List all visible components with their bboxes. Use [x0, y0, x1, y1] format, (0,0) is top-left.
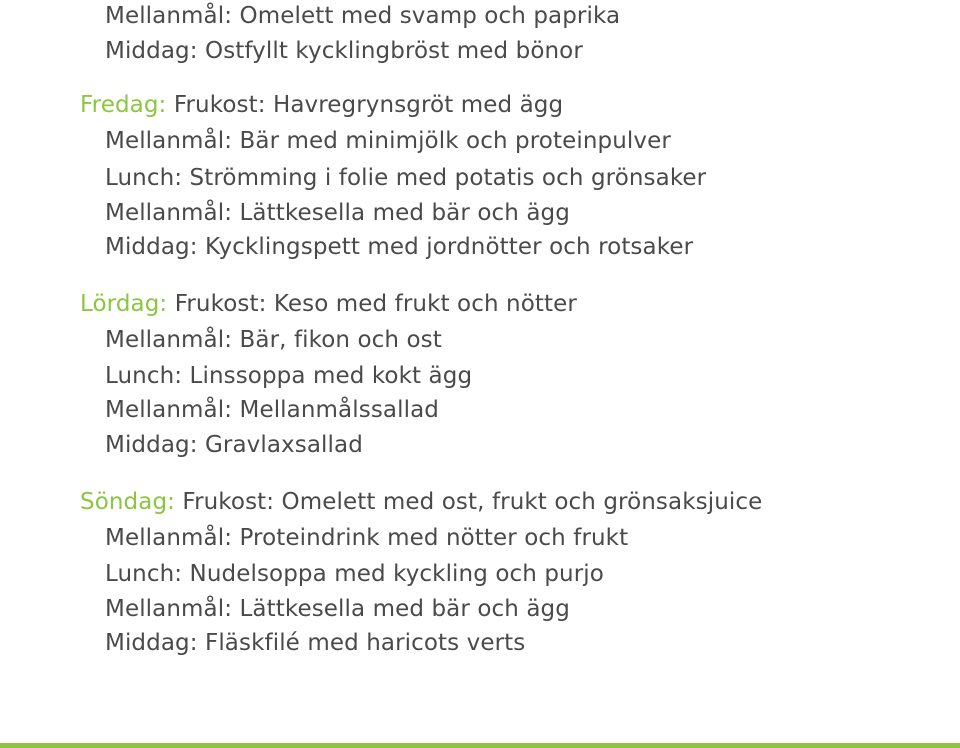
- meal-text: Frukost: Havregrynsgröt med ägg: [173, 92, 564, 118]
- meal-line: [105, 36, 583, 66]
- meal-text: Lunch: Nudelsoppa med kyckling och purjo: [105, 561, 604, 587]
- meal-text: Mellanmål: Bär, fikon och ost: [105, 327, 442, 353]
- meal-text: Middag: Ostfyllt kycklingbröst med bönor: [105, 38, 583, 64]
- meal-text: Mellanmål: Mellanmålssallad: [105, 397, 439, 423]
- meal-text: Middag: Kycklingspett med jordnötter och rotsaker: [105, 234, 694, 260]
- bottom-divider: [0, 743, 960, 748]
- meal-line: [105, 232, 693, 262]
- meal-text: Frukost: Keso med frukt och nötter: [174, 291, 577, 317]
- meal-text: Lunch: Linssoppa med kokt ägg: [105, 363, 473, 389]
- meal-line: [105, 361, 472, 391]
- meal-text: Mellanmål: Proteindrink med nötter och frukt: [105, 525, 629, 551]
- day-label-sunday: Söndag:: [80, 489, 175, 515]
- meal-line: [105, 163, 706, 193]
- meal-line: [105, 198, 570, 228]
- meal-line: [105, 594, 570, 624]
- meal-line: [105, 395, 439, 425]
- meal-text: Frukost: Omelett med ost, frukt och grönsaksjuice: [182, 489, 763, 515]
- meal-text: Mellanmål: Lättkesella med bär och ägg: [105, 596, 570, 622]
- meal-line-day-start: [80, 487, 762, 517]
- meal-text: Middag: Gravlaxsallad: [105, 432, 363, 458]
- meal-line: [105, 126, 671, 156]
- meal-text: Lunch: Strömming i folie med potatis och grönsaker: [105, 165, 707, 191]
- meal-line: [105, 430, 363, 460]
- meal-line: [105, 523, 628, 553]
- meal-line-day-start: [80, 90, 563, 120]
- day-label-saturday: Lördag:: [80, 291, 168, 317]
- meal-line-day-start: [80, 289, 577, 319]
- meal-text: Mellanmål: Lättkesella med bär och ägg: [105, 200, 570, 226]
- meal-line: [105, 559, 604, 589]
- day-label-friday: Fredag:: [80, 92, 167, 118]
- meal-line: [105, 325, 442, 355]
- meal-line: [105, 628, 525, 658]
- meal-text: Mellanmål: Omelett med svamp och paprika: [105, 3, 621, 29]
- meal-line: [105, 1, 620, 31]
- meal-text: Middag: Fläskfilé med haricots verts: [105, 630, 526, 656]
- meal-text: Mellanmål: Bär med minimjölk och proteinpulver: [105, 128, 671, 154]
